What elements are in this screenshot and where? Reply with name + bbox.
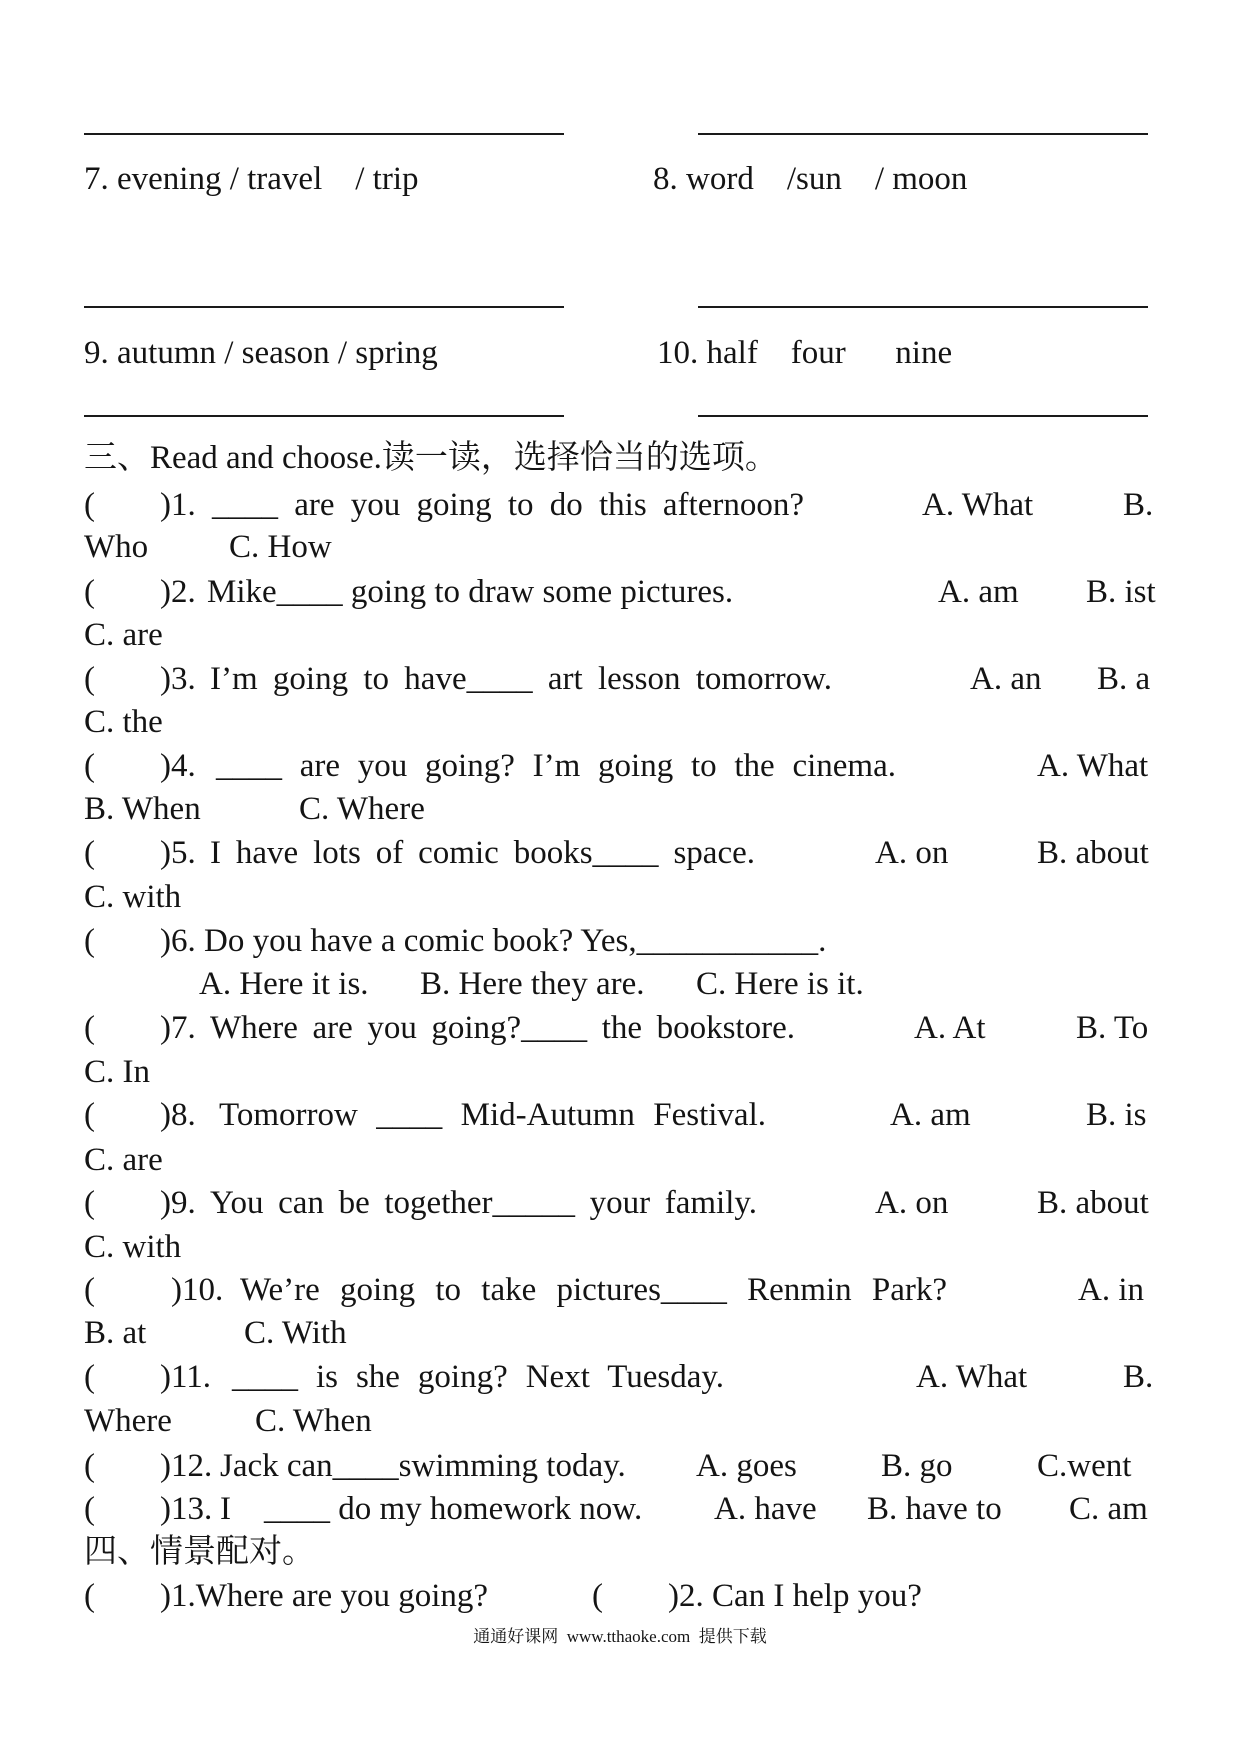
question-stem: Mike____ going to draw some pictures. xyxy=(207,574,734,610)
question-number: )1. xyxy=(160,487,196,523)
option-b: B. go xyxy=(881,1448,953,1484)
question-stem: Where are you going?____ the bookstore. xyxy=(210,1010,795,1046)
option-c: C. In xyxy=(84,1054,150,1090)
option-c: C. the xyxy=(84,704,163,740)
answer-line-9 xyxy=(84,415,564,417)
option-a: A. have xyxy=(714,1491,817,1527)
question-number: )7. xyxy=(160,1010,196,1046)
question-2-line-2 xyxy=(0,615,1240,655)
option-b: B. have to xyxy=(867,1491,1002,1527)
option-b: B. Here they are. xyxy=(420,966,645,1002)
answer-paren: ( xyxy=(84,1185,95,1221)
question-11-line-1 xyxy=(0,1357,1240,1397)
option-b: B. When xyxy=(84,791,201,827)
option-c: C.went xyxy=(1037,1448,1132,1484)
answer-paren: ( xyxy=(84,1491,95,1527)
question-9-line-2 xyxy=(0,1227,1240,1267)
section-3-heading-row xyxy=(0,438,1240,478)
question-6-line-1 xyxy=(0,921,1240,961)
vocab-row-7-8 xyxy=(0,159,1240,199)
match-row-1 xyxy=(0,1576,1240,1616)
match-item-1: )1.Where are you going? xyxy=(160,1578,489,1614)
option-b: B. To xyxy=(1076,1010,1149,1046)
answer-paren: ( xyxy=(84,1010,95,1046)
option-a: A. Here it is. xyxy=(199,966,369,1002)
question-13-line-1 xyxy=(0,1489,1240,1529)
question-stem: ____ are you going? I’m going to the cinema. xyxy=(216,748,896,784)
question-stem: I’m going to have____ art lesson tomorrow. xyxy=(210,661,832,697)
question-11-line-2 xyxy=(0,1401,1240,1441)
answer-paren: ( xyxy=(84,923,95,959)
option-a: A. am xyxy=(938,574,1019,610)
section-4-heading-row xyxy=(0,1532,1240,1572)
option-a: A. on xyxy=(875,1185,949,1221)
answer-line-6-left xyxy=(84,133,564,135)
question-2-line-1 xyxy=(0,572,1240,612)
answer-paren: ( xyxy=(84,1097,95,1133)
question-7-line-2 xyxy=(0,1052,1240,1092)
question-12-line-1 xyxy=(0,1446,1240,1486)
option-c: C. How xyxy=(229,529,332,565)
question-number: )2. xyxy=(160,574,196,610)
option-b: B. about xyxy=(1037,835,1149,871)
answer-paren: ( xyxy=(84,835,95,871)
option-b: B. xyxy=(1123,487,1154,523)
answer-paren: ( xyxy=(84,487,95,523)
answer-line-6-right xyxy=(698,133,1148,135)
vocab-row-9-10 xyxy=(0,333,1240,373)
vocab-item-7: 7. evening / travel / trip xyxy=(84,161,419,197)
question-5-line-2 xyxy=(0,877,1240,917)
question-stem: I have lots of comic books____ space. xyxy=(210,835,755,871)
question-number: )9. xyxy=(160,1185,196,1221)
question-stem: ____ is she going? Next Tuesday. xyxy=(232,1359,724,1395)
answer-line-8 xyxy=(698,306,1148,308)
question-9-line-1 xyxy=(0,1183,1240,1223)
question-number: )13. xyxy=(160,1491,213,1527)
option-a: A. What xyxy=(922,487,1034,523)
option-b-continued: Who xyxy=(84,529,149,565)
option-a: A. At xyxy=(914,1010,986,1046)
option-a: A. an xyxy=(970,661,1042,697)
question-number: )8. xyxy=(160,1097,196,1133)
option-a: A. am xyxy=(890,1097,971,1133)
option-c: C. am xyxy=(1069,1491,1148,1527)
option-c: C. are xyxy=(84,1142,163,1178)
question-5-line-1 xyxy=(0,833,1240,873)
question-8-line-2 xyxy=(0,1140,1240,1180)
option-a: A. What xyxy=(1037,748,1149,784)
match-item-2: )2. Can I help you? xyxy=(668,1578,922,1614)
question-stem: Jack can____swimming today. xyxy=(220,1448,626,1484)
option-c: C. with xyxy=(84,1229,182,1265)
question-number: )12. xyxy=(160,1448,213,1484)
question-number: )6. xyxy=(160,923,196,959)
answer-paren: ( xyxy=(84,748,95,784)
section-4-heading: 四、情景配对。 xyxy=(84,1534,315,1570)
answer-paren: ( xyxy=(84,1359,95,1395)
question-7-line-1 xyxy=(0,1008,1240,1048)
option-c: C. are xyxy=(84,617,163,653)
option-b: B. ist xyxy=(1086,574,1156,610)
question-stem: ____ are you going to do this afternoon? xyxy=(212,487,804,523)
option-c: C. When xyxy=(255,1403,372,1439)
option-c: C. Where xyxy=(299,791,425,827)
option-b: B. xyxy=(1123,1359,1154,1395)
answer-paren: ( xyxy=(84,1448,95,1484)
question-6-line-2 xyxy=(0,964,1240,1004)
option-a: A. goes xyxy=(696,1448,797,1484)
vocab-item-10: 10. half four nine xyxy=(657,335,953,371)
question-4-line-2 xyxy=(0,789,1240,829)
option-b: B. is xyxy=(1086,1097,1147,1133)
option-b: B. a xyxy=(1097,661,1151,697)
option-c: C. With xyxy=(244,1315,347,1351)
question-number: )10. xyxy=(171,1272,224,1308)
answer-paren: ( xyxy=(84,661,95,697)
option-c: C. Here is it. xyxy=(696,966,864,1002)
option-c: C. with xyxy=(84,879,182,915)
option-a: A. What xyxy=(916,1359,1028,1395)
vocab-item-8: 8. word /sun / moon xyxy=(653,161,968,197)
question-stem: We’re going to take pictures____ Renmin Park? xyxy=(240,1272,947,1308)
question-3-line-2 xyxy=(0,702,1240,742)
question-10-line-1 xyxy=(0,1270,1240,1310)
question-stem: You can be together_____ your family. xyxy=(210,1185,757,1221)
answer-line-7 xyxy=(84,306,564,308)
section-3-heading: 三、Read and choose.读一读，选择恰当的选项。 xyxy=(84,440,778,476)
question-1-line-2 xyxy=(0,527,1240,567)
question-4-line-1 xyxy=(0,746,1240,786)
question-number: )3. xyxy=(160,661,196,697)
question-stem: Do you have a comic book? Yes,___________. xyxy=(204,923,827,959)
option-a: A. on xyxy=(875,835,949,871)
answer-paren: ( xyxy=(592,1578,603,1614)
option-a: A. in xyxy=(1078,1272,1144,1308)
question-number: )4. xyxy=(160,748,196,784)
question-1-line-1 xyxy=(0,485,1240,525)
answer-paren: ( xyxy=(84,1578,95,1614)
option-b: B. about xyxy=(1037,1185,1149,1221)
answer-paren: ( xyxy=(84,1272,95,1308)
question-10-line-2 xyxy=(0,1313,1240,1353)
answer-line-10 xyxy=(698,415,1148,417)
question-number: )11. xyxy=(160,1359,212,1395)
option-b-continued: Where xyxy=(84,1403,172,1439)
question-8-line-1 xyxy=(0,1095,1240,1135)
vocab-item-9: 9. autumn / season / spring xyxy=(84,335,438,371)
question-3-line-1 xyxy=(0,659,1240,699)
question-stem: I ____ do my homework now. xyxy=(220,1491,643,1527)
answer-paren: ( xyxy=(84,574,95,610)
page-footer: 通通好课网 www.tthaoke.com 提供下载 xyxy=(473,1627,767,1646)
option-b: B. at xyxy=(84,1315,147,1351)
question-number: )5. xyxy=(160,835,196,871)
question-stem: Tomorrow ____ Mid-Autumn Festival. xyxy=(219,1097,766,1133)
